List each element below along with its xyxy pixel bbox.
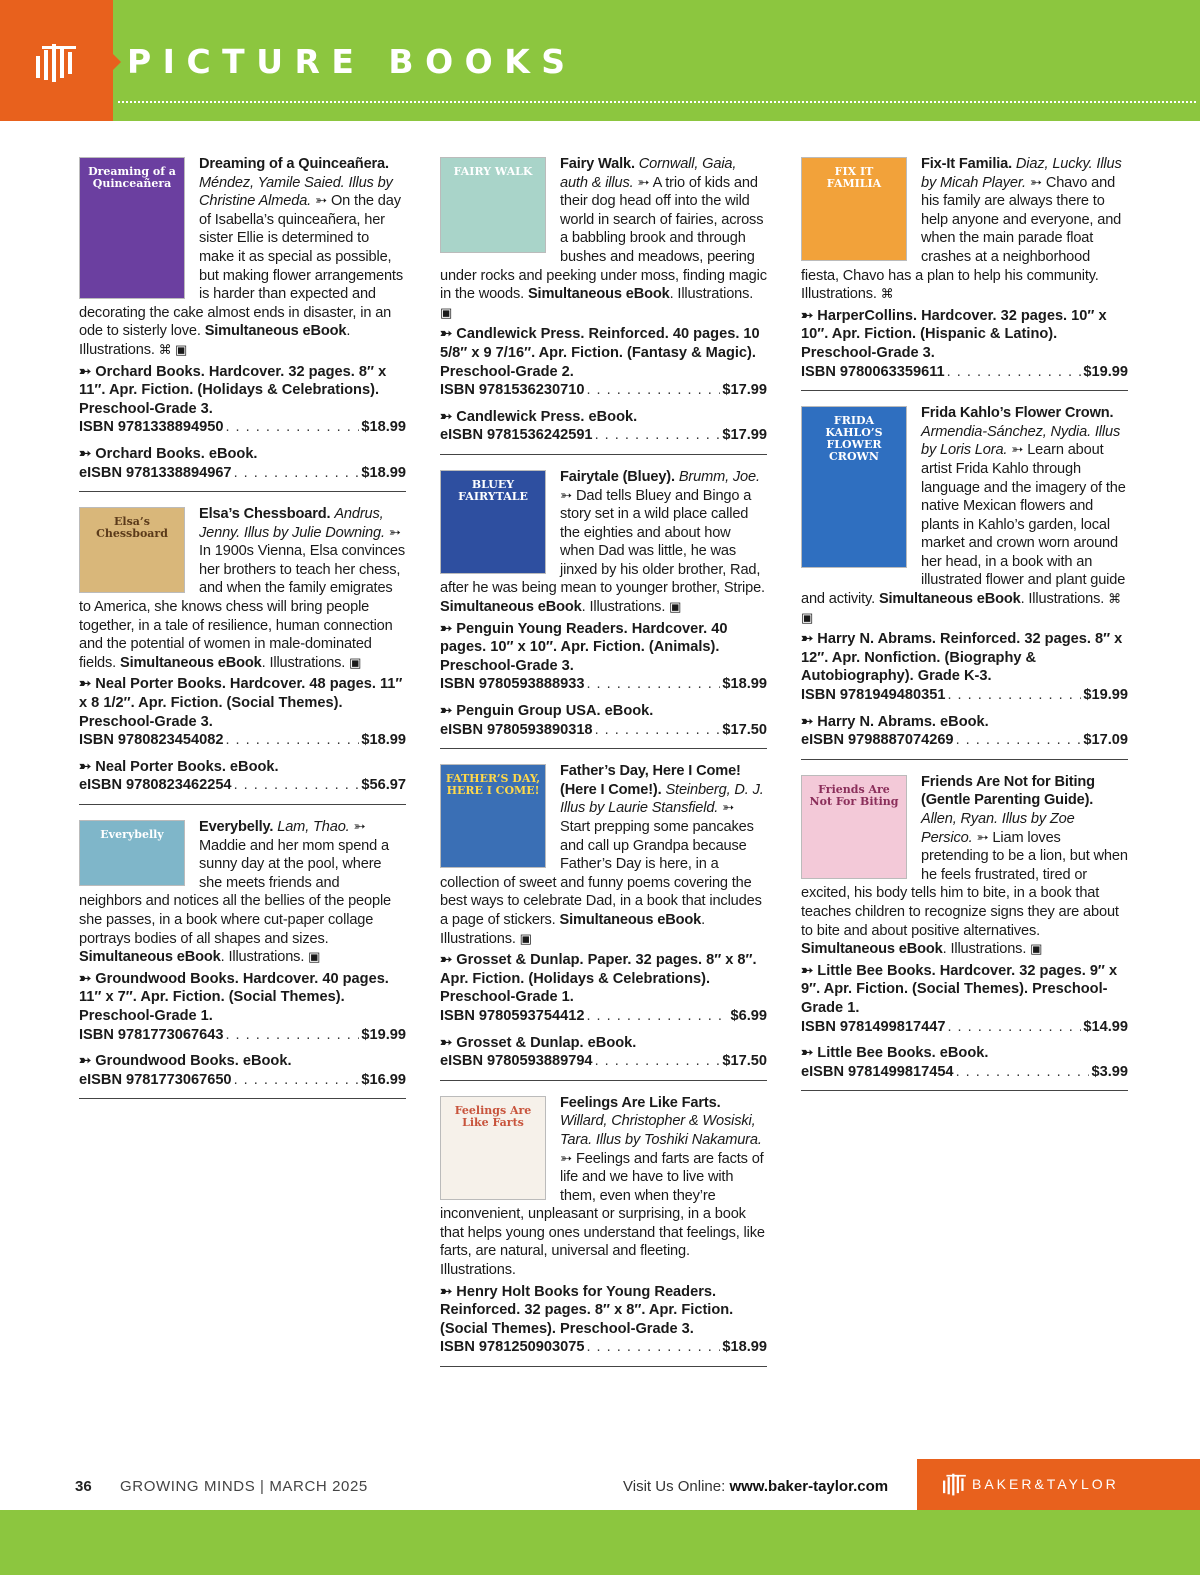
- brand-footer: [917, 1459, 1200, 1510]
- edition-info: [440, 408, 767, 427]
- dot-leader: [947, 363, 1082, 382]
- page-header: [0, 0, 1200, 121]
- edition-block: [79, 1052, 406, 1089]
- price: $18.99: [722, 676, 767, 693]
- simultaneous-ebook: Simultaneous eBook: [204, 323, 347, 340]
- format-note: . Illustrations.: [581, 599, 666, 616]
- book-summary: In 1900s Vienna, Elsa convinces her brothers to teach her chess, and when the family emigrates to America, she knows chess will bring people together, in a tale of resilience, human connection and the potential of women in male-dominated fields.: [79, 543, 406, 671]
- price-line: [79, 1026, 406, 1045]
- book-title: Fairy Walk.: [560, 156, 635, 172]
- column-2: [440, 155, 767, 1380]
- price: $56.97: [361, 777, 406, 794]
- isbn: ISBN 9781773067643: [79, 1026, 224, 1043]
- dot-leader: [947, 1018, 1081, 1037]
- column-1: [79, 155, 406, 1112]
- edition-block: [801, 1044, 1128, 1081]
- edition-details: Harry N. Abrams. eBook.: [817, 713, 989, 730]
- isbn: ISBN 9780593754412: [440, 1007, 585, 1024]
- format-note: . Illustrations.: [220, 949, 305, 966]
- book-title: Friends Are Not for Biting (Gentle Parenting Guide).: [921, 773, 1095, 809]
- arrow-icon: ➳: [440, 620, 457, 637]
- simultaneous-ebook: Simultaneous eBook: [119, 654, 262, 671]
- book-summary: Learn about artist Frida Kahlo through language and the imagery of the native Mexican flowers and plants in Kahlo’s garden, local market and crown worn around her head, in a book with an illustrated flower and plant guide and activity.: [801, 442, 1126, 608]
- price-line: [440, 1052, 767, 1071]
- dot-leader: [234, 776, 360, 795]
- book-title: Everybelly.: [199, 819, 274, 835]
- edition-details: Candlewick Press. Reinforced. 40 pages. 10 5/8″ x 9 7/16″. Apr. Fiction. (Fantasy & Magic). Preschool-Grade 2.: [440, 326, 760, 380]
- price-line: [440, 721, 767, 740]
- column-3: [801, 155, 1128, 1104]
- simultaneous-ebook: Simultaneous eBook: [527, 286, 670, 303]
- isbn: eISBN 9781536242591: [440, 427, 593, 444]
- format-note: . Illustrations.: [669, 286, 754, 303]
- dot-leader: [956, 731, 1082, 750]
- cover-title: FRIDA KAHLO’S FLOWER CROWN: [825, 414, 883, 464]
- edition-block: [79, 758, 406, 795]
- book-summary: Liam loves pretending to be a lion, but when he feels frustrated, tired or excited, his body tells him to bite, in a book that teaches children to recognize signs they are about to bite and about positive alternatives.: [801, 829, 1128, 939]
- price-line: [79, 776, 406, 795]
- book-title: Frida Kahlo’s Flower Crown.: [921, 405, 1114, 422]
- price: $3.99: [1091, 1063, 1128, 1080]
- price-line: [440, 1007, 767, 1026]
- price: $14.99: [1083, 1018, 1128, 1035]
- edition-details: Orchard Books. Hardcover. 32 pages. 8″ x 11″. Apr. Fiction. (Holidays & Celebrations). Preschool-Grade 3.: [79, 363, 387, 417]
- brand-name: BAKER&TAYLOR: [972, 1476, 1119, 1492]
- cover-title: BLUEY FAIRYTALE: [458, 477, 528, 503]
- edition-details: Henry Holt Books for Young Readers. Reinforced. 32 pages. 8″ x 8″. Apr. Fiction. (Social Themes). Preschool-Grade 3.: [440, 1283, 734, 1337]
- book-byline: Andrus, Jenny. Illus by Julie Downing.: [199, 506, 385, 541]
- isbn: eISBN 9780823462254: [79, 777, 232, 794]
- price: $16.99: [361, 1071, 406, 1088]
- book-title: Fix-It Familia.: [921, 156, 1013, 172]
- section-title: PICTURE BOOKS: [127, 42, 577, 81]
- format-icons: ▣: [669, 599, 682, 615]
- edition-block: [440, 1034, 767, 1071]
- book-byline: Lam, Thao.: [277, 819, 350, 835]
- edition-details: Penguin Group USA. eBook.: [456, 703, 654, 720]
- price: $17.99: [722, 427, 767, 444]
- edition-info: [79, 675, 406, 731]
- isbn: eISBN 9781773067650: [79, 1071, 232, 1088]
- edition-info: [801, 1044, 1128, 1063]
- book-title: Elsa’s Chessboard.: [199, 506, 331, 523]
- cover-title: Everybelly: [100, 828, 164, 841]
- price: $18.99: [361, 419, 406, 436]
- dot-leader: [234, 1071, 360, 1090]
- dot-leader: [956, 1063, 1090, 1082]
- book-cover[interactable]: [440, 470, 546, 574]
- book-summary: On the day of Isabella’s quinceañera, her sister Ellie is determined to make it as special as possible, but making flower arrangements is harder than expected and decorating the cake almost ends in disaster, in an ode to sisterly love.: [79, 193, 403, 340]
- dot-leader: [225, 418, 359, 437]
- format-icons: ▣: [308, 949, 321, 965]
- price: $17.50: [722, 1053, 767, 1070]
- isbn: ISBN 9781250903075: [440, 1339, 585, 1356]
- arrow-icon: ➳: [79, 445, 96, 462]
- price-line: [440, 381, 767, 400]
- dot-leader: [595, 1052, 721, 1071]
- arrow-icon: ➳: [801, 307, 818, 324]
- arrow-icon: ➳: [315, 193, 328, 210]
- logo-notch: [113, 54, 121, 70]
- edition-info: [79, 363, 406, 419]
- format-note: . Illustrations.: [942, 941, 1027, 958]
- format-note: . Illustrations.: [261, 654, 346, 671]
- isbn: ISBN 9781536230710: [440, 382, 585, 399]
- edition-info: [801, 307, 1128, 363]
- format-icons: ▣: [349, 654, 362, 670]
- footer-band: [0, 1510, 1200, 1575]
- isbn: ISBN 9781338894950: [79, 419, 224, 436]
- arrow-icon: ➳: [801, 631, 818, 648]
- dot-leader: [234, 464, 360, 483]
- website-link[interactable]: www.baker-taylor.com: [729, 1478, 889, 1495]
- book-title: Dreaming of a Quinceañera.: [199, 156, 389, 172]
- price: $17.99: [722, 382, 767, 399]
- edition-details: Groundwood Books. Hardcover. 40 pages. 11″ x 7″. Apr. Fiction. (Social Themes). Preschool-Grade 1.: [79, 970, 389, 1024]
- book-summary: Maddie and her mom spend a sunny day at the pool, where she meets friends and neighbors and notices all the bellies of the people she passes, in a book where cut-paper collage portrays bodies of all shapes and sizes.: [79, 837, 392, 947]
- arrow-icon: ➳: [801, 1045, 818, 1062]
- book-entry: [801, 404, 1128, 760]
- book-summary: Dad tells Bluey and Bingo a story set in a wild place called the eighties and about how when Dad was little, he was jinxed by his older brother, Rad, after he was being mean to younger brother, Stripe.: [440, 487, 765, 597]
- book-cover[interactable]: [801, 157, 907, 261]
- price: $17.09: [1083, 732, 1128, 749]
- book-byline: Brumm, Joe.: [678, 468, 760, 485]
- book-title: Feelings Are Like Farts.: [560, 1094, 721, 1111]
- simultaneous-ebook: Simultaneous eBook: [440, 599, 582, 616]
- book-cover[interactable]: [79, 820, 185, 886]
- price: $19.99: [361, 1026, 406, 1043]
- isbn: eISBN 9798887074269: [801, 732, 954, 749]
- cover-title: FATHER’S DAY, HERE I COME!: [445, 772, 541, 798]
- issue-label: GROWING MINDS | MARCH 2025: [120, 1478, 368, 1495]
- price: $17.50: [722, 721, 767, 738]
- price: $18.99: [361, 464, 406, 481]
- dot-leader: [947, 686, 1081, 705]
- edition-info: [440, 702, 767, 721]
- edition-block: [801, 713, 1128, 750]
- book-entry: [440, 1094, 767, 1367]
- book-cover[interactable]: [440, 157, 546, 253]
- dot-leader: [595, 426, 721, 445]
- arrow-icon: ➳: [388, 524, 401, 541]
- arrow-icon: ➳: [1029, 174, 1042, 191]
- price-line: [801, 363, 1128, 382]
- book-cover[interactable]: [440, 764, 546, 868]
- edition-details: Neal Porter Books. Hardcover. 48 pages. 11″ x 8 1/2″. Apr. Fiction. (Social Themes). Preschool-Grade 3.: [79, 676, 403, 730]
- isbn: ISBN 9780063359611: [801, 363, 945, 380]
- edition-info: [801, 962, 1128, 1018]
- edition-block: [79, 445, 406, 482]
- dot-leader: [586, 675, 720, 694]
- book-byline: Méndez, Yamile Saied. Illus by Christine Almeda.: [199, 174, 393, 210]
- format-icons: ▣: [1030, 941, 1043, 957]
- simultaneous-ebook: Simultaneous eBook: [801, 941, 943, 958]
- book-entry: [79, 505, 406, 805]
- edition-block: [801, 307, 1128, 381]
- book-title: Father’s Day, Here I Come! (Here I Come!).: [560, 763, 741, 798]
- price-line: [79, 731, 406, 750]
- dot-leader: [586, 1007, 728, 1026]
- format-note: . Illustrations.: [440, 911, 706, 947]
- edition-details: Grosset & Dunlap. Paper. 32 pages. 8″ x 8″. Apr. Fiction. (Holidays & Celebrations). Preschool-Grade 1.: [440, 952, 757, 1006]
- price: $18.99: [361, 732, 406, 749]
- arrow-icon: ➳: [79, 676, 96, 693]
- edition-info: [440, 325, 767, 381]
- arrow-icon: ➳: [79, 970, 96, 987]
- book-byline: Cornwall, Gaia, auth & illus.: [560, 156, 737, 191]
- simultaneous-ebook: Simultaneous eBook: [79, 949, 221, 966]
- price: $6.99: [730, 1007, 767, 1024]
- arrow-icon: ➳: [79, 363, 96, 380]
- visit-online: [623, 1475, 888, 1499]
- book-byline: Allen, Ryan. Illus by Zoe Persico.: [921, 811, 1075, 846]
- format-note: . Illustrations.: [1020, 591, 1105, 608]
- arrow-icon: ➳: [560, 1150, 573, 1167]
- price-line: [440, 675, 767, 694]
- isbn: ISBN 9781949480351: [801, 687, 946, 704]
- edition-details: Penguin Young Readers. Hardcover. 40 pages. 10″ x 10″. Apr. Fiction. (Animals). Preschool-Grade 3.: [440, 620, 728, 674]
- isbn: ISBN 9780593888933: [440, 676, 585, 693]
- arrow-icon: ➳: [801, 713, 818, 730]
- arrow-icon: ➳: [976, 829, 989, 846]
- simultaneous-ebook: Simultaneous eBook: [878, 591, 1021, 608]
- cover-title: Feelings Are Like Farts: [454, 1103, 532, 1129]
- price: $19.99: [1083, 687, 1128, 704]
- price: $18.99: [722, 1339, 767, 1356]
- book-entry: [440, 762, 767, 1081]
- edition-info: [79, 445, 406, 464]
- price-line: [801, 731, 1128, 750]
- arrow-icon: ➳: [440, 1283, 457, 1300]
- edition-block: [79, 675, 406, 749]
- arrow-icon: ➳: [79, 758, 96, 775]
- price-line: [79, 418, 406, 437]
- book-byline: Willard, Christopher & Wosiski, Tara. Illus by Toshiki Nakamura.: [560, 1113, 762, 1148]
- isbn: eISBN 9781499817454: [801, 1063, 954, 1080]
- book-summary: Feelings and farts are facts of life and we have to live with them, even when they’re inconvenient, unpleasant or surprising, in a book that helps young ones understand that feelings, like farts, are natural, universal and fleeting. Illustrations.: [440, 1150, 765, 1279]
- dot-leader: [586, 1338, 720, 1357]
- book-byline: Diaz, Lucky. Illus by Micah Player.: [921, 156, 1122, 191]
- book-summary: Chavo and his family are always there to help anyone and everyone, and when the main parade float crashes at a neighborhood fiesta, Chavo has a plan to help his community. Illustrations.: [801, 174, 1122, 303]
- price-line: [440, 426, 767, 445]
- arrow-icon: ➳: [637, 174, 650, 191]
- format-icons: ⌘: [880, 286, 894, 302]
- edition-details: Orchard Books. eBook.: [95, 445, 258, 462]
- edition-details: Harry N. Abrams. Reinforced. 32 pages. 8″ x 12″. Apr. Nonfiction. (Biography & Autobiography). Grade K-3.: [801, 631, 1123, 685]
- bt-logo-icon: [36, 42, 78, 82]
- visit-label: Visit Us Online:: [623, 1478, 726, 1495]
- arrow-icon: ➳: [440, 326, 457, 343]
- arrow-icon: ➳: [79, 1053, 96, 1070]
- price-line: [440, 1338, 767, 1357]
- arrow-icon: ➳: [560, 487, 573, 504]
- edition-info: [801, 630, 1128, 686]
- format-icons: ⌘ ▣: [158, 341, 188, 357]
- book-cover[interactable]: [440, 1096, 546, 1200]
- arrow-icon: ➳: [440, 1034, 457, 1051]
- book-summary: Start prepping some pancakes and call up Grandpa because Father’s Day is here, in a collection of sweet and funny poems covering the best ways to celebrate Dad, in a book that includes a page of stickers.: [440, 819, 762, 928]
- book-cover[interactable]: [801, 406, 907, 568]
- price: $19.99: [1083, 363, 1128, 380]
- arrow-icon: ➳: [353, 819, 366, 835]
- book-cover[interactable]: [801, 775, 907, 879]
- edition-info: [440, 951, 767, 1007]
- edition-block: [79, 363, 406, 437]
- dotted-rule: [118, 101, 1196, 103]
- dot-leader: [586, 381, 720, 400]
- book-cover[interactable]: [79, 507, 185, 593]
- book-entry: [801, 155, 1128, 391]
- isbn: ISBN 9781499817447: [801, 1018, 946, 1035]
- isbn: eISBN 9781338894967: [79, 464, 232, 481]
- book-entry: [801, 773, 1128, 1092]
- format-icons: ▣: [440, 304, 453, 320]
- price-line: [79, 1071, 406, 1090]
- edition-info: [440, 620, 767, 676]
- book-summary: A trio of kids and their dog head off into the wild world in search of fairies, across a babbling brook and through bushes and meadows, peering under rocks and peeking under moss, finding magic in the woods.: [440, 174, 767, 303]
- edition-info: [79, 1052, 406, 1071]
- format-note: . Illustrations.: [79, 323, 351, 358]
- dot-leader: [595, 721, 721, 740]
- edition-details: HarperCollins. Hardcover. 32 pages. 10″ x 10″. Apr. Fiction. (Hispanic & Latino). Preschool-Grade 3.: [801, 307, 1107, 361]
- edition-info: [79, 758, 406, 777]
- dot-leader: [225, 731, 359, 750]
- edition-info: [440, 1283, 767, 1339]
- cover-title: Dreaming of a Quinceañera: [88, 165, 176, 190]
- book-entry: [79, 155, 406, 492]
- isbn: eISBN 9780593890318: [440, 721, 593, 738]
- format-icons: ▣: [519, 930, 532, 946]
- dot-leader: [225, 1026, 359, 1045]
- book-byline: Steinberg, D. J. Illus by Laurie Stansfield.: [560, 781, 764, 817]
- edition-info: [79, 970, 406, 1026]
- edition-block: [440, 951, 767, 1025]
- edition-block: [801, 630, 1128, 704]
- price-line: [79, 464, 406, 483]
- edition-details: Little Bee Books. Hardcover. 32 pages. 9″ x 9″. Apr. Fiction. (Social Themes). Preschool-Grade 1.: [801, 962, 1118, 1016]
- edition-block: [801, 962, 1128, 1036]
- edition-block: [440, 408, 767, 445]
- arrow-icon: ➳: [1011, 442, 1024, 459]
- cover-title: Friends Are Not For Biting: [809, 782, 899, 808]
- price-line: [801, 686, 1128, 705]
- arrow-icon: ➳: [801, 962, 818, 979]
- edition-info: [801, 713, 1128, 732]
- book-entry: [79, 818, 406, 1099]
- edition-details: Neal Porter Books. eBook.: [95, 758, 279, 775]
- edition-block: [440, 325, 767, 399]
- edition-block: [79, 970, 406, 1044]
- simultaneous-ebook: Simultaneous eBook: [559, 911, 702, 928]
- book-title: Fairytale (Bluey).: [560, 468, 675, 485]
- cover-title: Elsa’s Chessboard: [96, 515, 168, 541]
- edition-details: Little Bee Books. eBook.: [817, 1045, 989, 1062]
- book-cover[interactable]: [79, 157, 185, 299]
- arrow-icon: ➳: [440, 703, 457, 720]
- arrow-icon: ➳: [440, 952, 457, 969]
- arrow-icon: ➳: [440, 408, 457, 425]
- edition-block: [440, 1283, 767, 1357]
- format-icons: ⌘ ▣: [801, 591, 1121, 625]
- isbn: ISBN 9780823454082: [79, 732, 224, 749]
- edition-block: [440, 702, 767, 739]
- price-line: [801, 1063, 1128, 1082]
- book-entry: [440, 468, 767, 749]
- edition-block: [440, 620, 767, 694]
- price-line: [801, 1018, 1128, 1037]
- book-entry: [440, 155, 767, 455]
- bt-logo-icon: [943, 1472, 967, 1496]
- edition-details: Groundwood Books. eBook.: [95, 1053, 292, 1070]
- brand-logo: [0, 0, 113, 121]
- isbn: eISBN 9780593889794: [440, 1053, 593, 1070]
- edition-info: [440, 1034, 767, 1053]
- edition-details: Grosset & Dunlap. eBook.: [456, 1034, 637, 1051]
- edition-details: Candlewick Press. eBook.: [456, 408, 638, 425]
- cover-title: FIX IT FAMILIA: [826, 165, 882, 190]
- arrow-icon: ➳: [722, 800, 735, 817]
- page-number: 36: [75, 1478, 92, 1495]
- cover-title: FAIRY WALK: [453, 165, 533, 178]
- book-byline: Armendia-Sánchez, Nydia. Illus by Loris Lora.: [921, 423, 1121, 459]
